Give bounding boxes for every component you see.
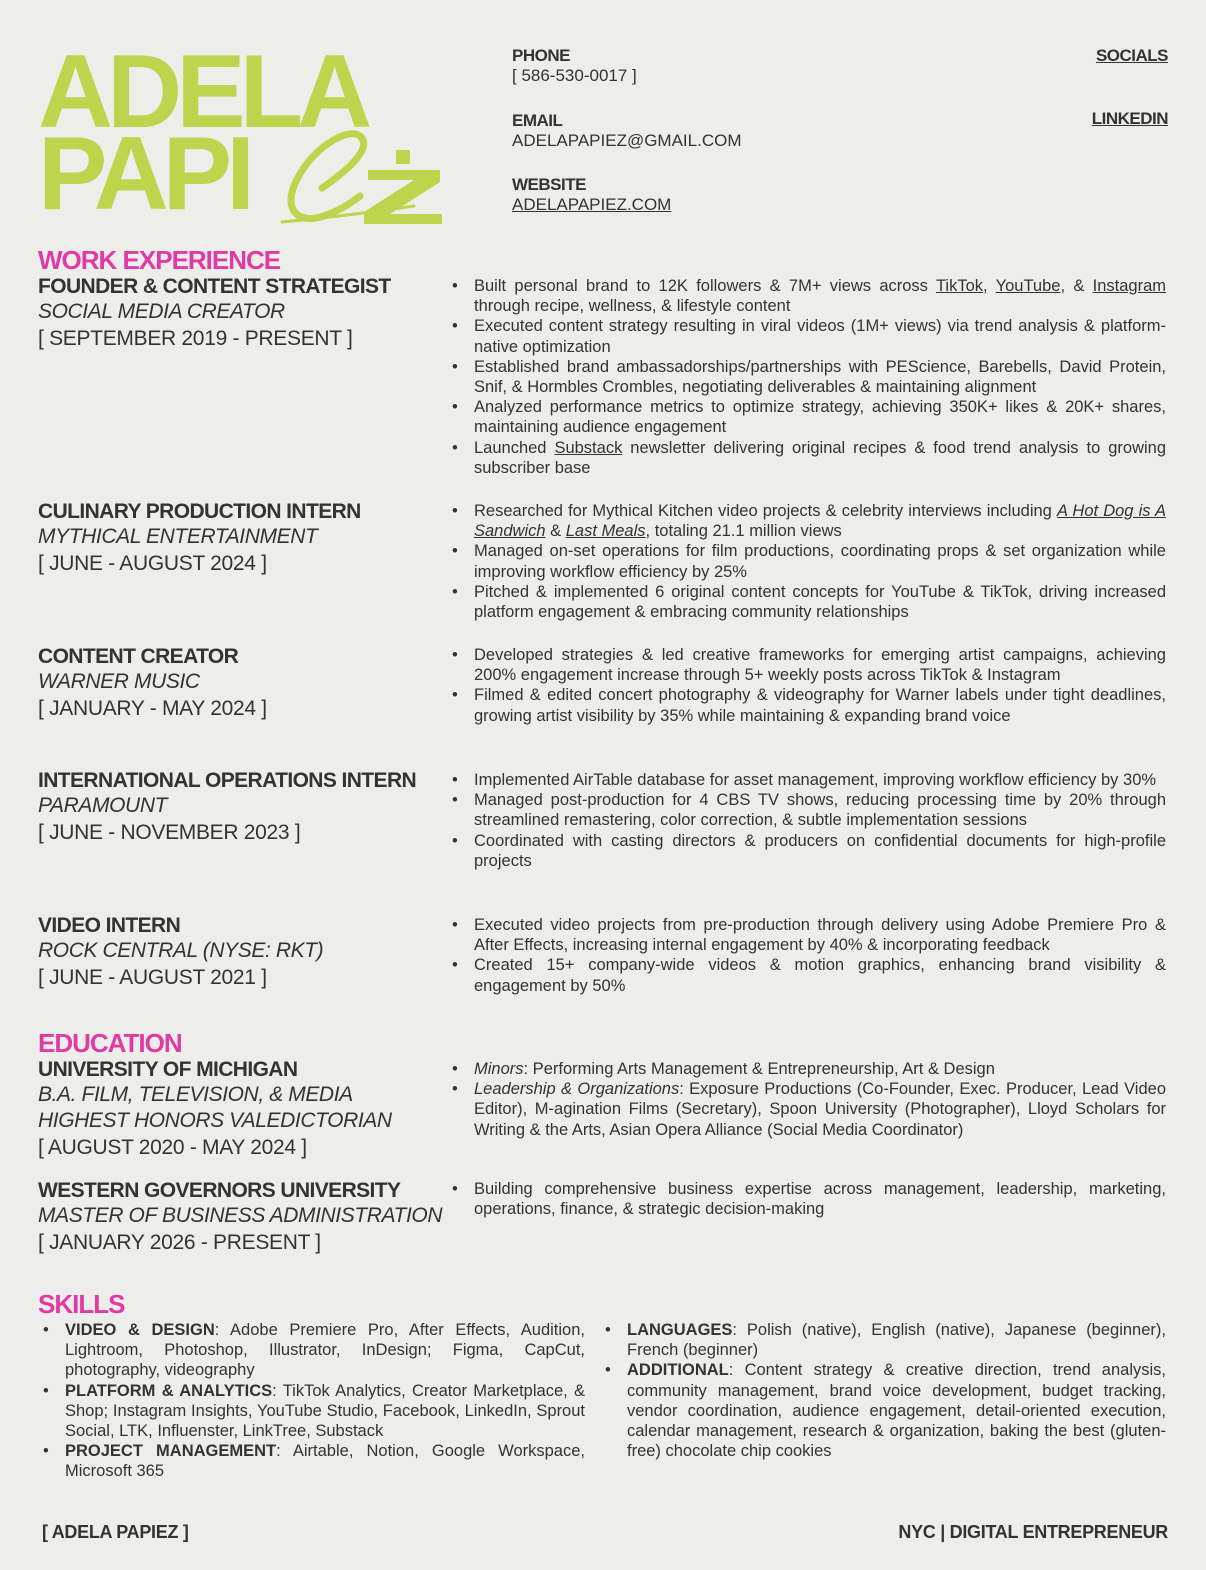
hot-dog-link[interactable]: A Hot Dog is A Sandwich [474, 502, 1166, 541]
job-dates: [ JUNE - NOVEMBER 2023 ] [38, 821, 301, 844]
linkedin-link[interactable]: LINKEDIN [1091, 109, 1168, 128]
skill-languages: • LANGUAGES: Polish (native), English (native), Japanese (beginner), French (beginner) [627, 1320, 1166, 1360]
job-warner [38, 645, 448, 723]
email-block [512, 111, 842, 151]
job-org: MYTHICAL ENTERTAINMENT [38, 525, 318, 548]
bullet-item: • Minors: Performing Arts Management & Entrepreneurship, Art & Design [474, 1059, 1166, 1079]
bullet-item: • Coordinated with casting directors & producers on confidential documents for high-profile projects [474, 831, 1166, 871]
school-wgu-bullets [474, 1179, 1166, 1219]
job-warner-bullets [474, 645, 1166, 726]
instagram-link[interactable]: Instagram [1092, 277, 1167, 295]
school-name: WESTERN GOVERNORS UNIVERSITY [38, 1179, 401, 1202]
footer-name: [ ADELA PAPIEZ ] [42, 1522, 189, 1542]
skill-project-management: • PROJECT MANAGEMENT: Airtable, Notion, Google Workspace, Microsoft 365 [65, 1441, 585, 1481]
school-name: UNIVERSITY OF MICHIGAN [38, 1058, 298, 1081]
bullet-item: • Managed post-production for 4 CBS TV shows, reducing processing time by 20% through streamlined remastering, color correction, & subtle implementation sessions [474, 790, 1166, 830]
job-title: INTERNATIONAL OPERATIONS INTERN [38, 769, 417, 792]
name-logo [38, 34, 438, 232]
job-org: ROCK CENTRAL (NYSE: RKT) [38, 939, 324, 962]
job-founder-bullets [474, 276, 1166, 478]
job-culinary [38, 500, 448, 578]
job-dates: [ JUNE - AUGUST 2024 ] [38, 552, 267, 575]
job-paramount [38, 769, 448, 847]
school-honors: HIGHEST HONORS VALEDICTORIAN [38, 1109, 392, 1132]
bullet-item: • Created 15+ company-wide videos & motion graphics, enhancing brand visibility & engagement by 50% [474, 955, 1166, 995]
skills-heading: SKILLS [38, 1289, 125, 1319]
school-degree: MASTER OF BUSINESS ADMINISTRATION [38, 1204, 443, 1227]
bullet-item: • Filmed & edited concert photography & videography for Warner labels under tight deadlines, growing artist visibility by 35% while maintaining & expanding brand voice [474, 685, 1166, 725]
website-link[interactable]: ADELAPAPIEZ.COM [512, 195, 672, 214]
job-org: WARNER MUSIC [38, 670, 200, 693]
socials-link[interactable]: SOCIALS [1095, 46, 1168, 65]
bullet-item: • Building comprehensive business expertise across management, leadership, marketing, operations, finance, & strategic decision-making [474, 1179, 1166, 1219]
bullet-item: • Pitched & implemented 6 original content concepts for YouTube & TikTok, driving increased platform engagement & embracing community relationships [474, 582, 1166, 622]
bullet-item: • Executed video projects from pre-production through delivery using Adobe Premiere Pro & After Effects, increasing internal engagement by 40% & incorporating feedback [474, 915, 1166, 955]
skill-platform-analytics: • PLATFORM & ANALYTICS: TikTok Analytics, Creator Marketplace, & Shop; Instagram Insights, YouTube Studio, Facebook, LinkedIn, Sprout Social, LTK, Influenster, LinkTree, Substack [65, 1381, 585, 1442]
job-title: VIDEO INTERN [38, 914, 181, 937]
phone-label: PHONE [512, 46, 570, 65]
website-block [512, 175, 842, 215]
phone-block [512, 46, 842, 86]
school-degree: B.A. FILM, TELEVISION, & MEDIA [38, 1083, 353, 1106]
email-value: ADELAPAPIEZ@GMAIL.COM [512, 131, 742, 150]
school-michigan [38, 1058, 448, 1162]
bullet-item: • Researched for Mythical Kitchen video projects & celebrity interviews including A Hot Dog is A Sandwich & Last Meals, totaling 21.1 million views [474, 501, 1166, 541]
school-wgu [38, 1179, 448, 1257]
job-title: CULINARY PRODUCTION INTERN [38, 500, 361, 523]
youtube-link[interactable]: YouTube [995, 277, 1061, 295]
school-michigan-bullets [474, 1059, 1166, 1140]
bullet-item: • Established brand ambassadorships/partnerships with PEScience, Barebells, David Protein, Snif, & Hormbles Crombles, negotiating deliverables & maintaining alignment [474, 357, 1166, 397]
bullet-item: • Executed content strategy resulting in viral videos (1M+ views) via trend analysis & platform-native optimization [474, 316, 1166, 356]
job-rock-central [38, 914, 448, 992]
bullet-item: • Analyzed performance metrics to optimize strategy, achieving 350K+ likes & 20K+ shares, maintaining audience engagement [474, 397, 1166, 437]
job-dates: [ SEPTEMBER 2019 - PRESENT ] [38, 327, 353, 350]
job-org: SOCIAL MEDIA CREATOR [38, 300, 285, 323]
website-label: WEBSITE [512, 175, 586, 194]
footer-tagline: NYC | DIGITAL ENTREPRENEUR [898, 1522, 1168, 1542]
job-dates: [ JUNE - AUGUST 2021 ] [38, 966, 267, 989]
logo-script-ez [264, 126, 454, 226]
job-founder [38, 275, 448, 353]
skills-left-list [65, 1320, 585, 1482]
job-org: PARAMOUNT [38, 794, 168, 817]
job-rock-central-bullets [474, 915, 1166, 996]
email-label: EMAIL [512, 111, 563, 130]
substack-link[interactable]: Substack [554, 438, 623, 457]
bullet-item: • Developed strategies & led creative frameworks for emerging artist campaigns, achieving 200% engagement increase through 5+ weekly posts across TikTok & Instagram [474, 645, 1166, 685]
job-title: FOUNDER & CONTENT STRATEGIST [38, 275, 391, 298]
phone-value: [ 586-530-0017 ] [512, 66, 637, 85]
job-paramount-bullets [474, 770, 1166, 871]
bullet-item: • Built personal brand to 12K followers & 7M+ views across TikTok, YouTube, & Instagram through recipe, wellness, & lifestyle content [474, 276, 1166, 316]
bullet-item: • Implemented AirTable database for asset management, improving workflow efficiency by 30% [474, 770, 1166, 790]
school-dates: [ JANUARY 2026 - PRESENT ] [38, 1231, 321, 1254]
skills-right-list [627, 1320, 1166, 1461]
work-experience-heading: WORK EXPERIENCE [38, 245, 281, 275]
logo-last-name: PAPI [38, 116, 250, 232]
last-meals-link[interactable]: Last Meals [565, 522, 646, 541]
skill-additional: • ADDITIONAL: Content strategy & creative direction, trend analysis, community management, brand voice development, budget tracking, vendor coordination, audience engagement, detail-oriented execution, calendar management, research & organization, baking the best (gluten-free) chocolate chip cookies [627, 1360, 1166, 1461]
bullet-item: • Managed on-set operations for film productions, coordinating props & set organization while improving workflow efficiency by 25% [474, 541, 1166, 581]
job-dates: [ JANUARY - MAY 2024 ] [38, 697, 267, 720]
job-title: CONTENT CREATOR [38, 645, 239, 668]
bullet-item: • Launched Substack newsletter delivering original recipes & food trend analysis to growing subscriber base [474, 438, 1166, 478]
education-heading: EDUCATION [38, 1028, 182, 1058]
job-culinary-bullets [474, 501, 1166, 622]
logo-first-name: ADELA [38, 34, 367, 150]
tiktok-link[interactable]: TikTok [935, 277, 983, 295]
school-dates: [ AUGUST 2020 - MAY 2024 ] [38, 1136, 307, 1159]
bullet-item: • Leadership & Organizations: Exposure Productions (Co-Founder, Exec. Producer, Lead Video Editor), M-agination Films (Secretary), Spoon University (Photographer), Lloyd Scholars for Writing & the Arts, Asian Opera Alliance (Social Media Coordinator) [474, 1079, 1166, 1140]
skill-video-design: • VIDEO & DESIGN: Adobe Premiere Pro, After Effects, Audition, Lightroom, Photoshop, Illustrator, InDesign; Figma, CapCut, photography, videography [65, 1320, 585, 1381]
